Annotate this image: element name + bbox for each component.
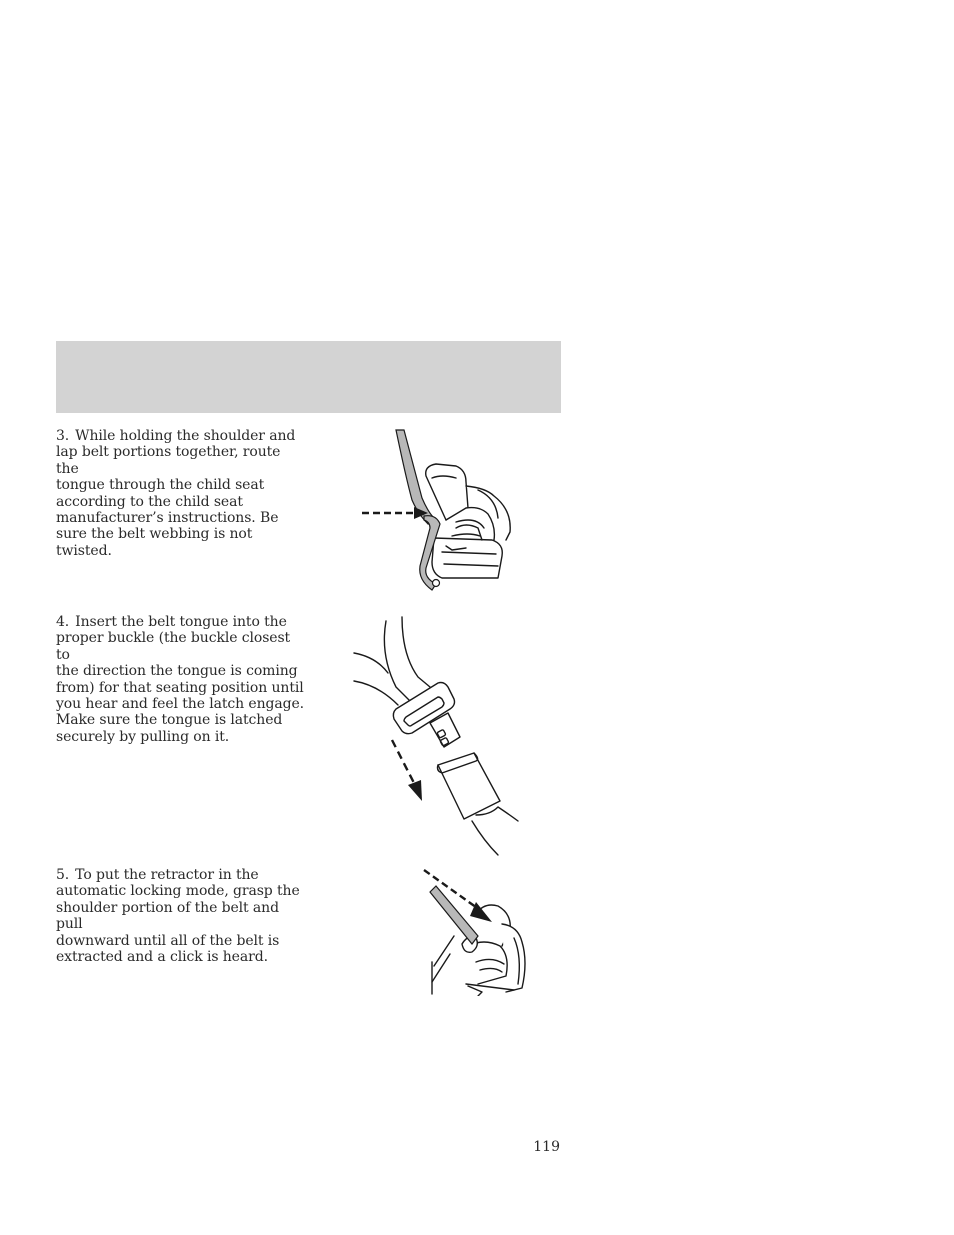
step-5-text [56, 867, 306, 965]
belt-tongue-buckle-illustration [352, 615, 524, 860]
step-4-body: Insert the belt tongue into the proper buckle (the buckle closest to the direction the tongue is coming from) for that seating position until you hear and feel the latch engage. Make sure the tongue is latched securely by pulling on it. [56, 614, 304, 745]
step-3-text [56, 428, 306, 559]
step-5-number: 5. [56, 867, 70, 883]
step-5-body: To put the retractor in the automatic locking mode, grasp the shoulder portion of the belt and pull downward until all of the belt is extracted and a click is heard. [56, 867, 300, 966]
step-3-body: While holding the shoulder and lap belt portions together, route the tongue through the child seat according to the child seat manufacturer’s instructions. Be sure the belt webbing is not twisted. [56, 428, 296, 559]
section-header-band [56, 341, 561, 413]
retractor-locking-illustration [418, 866, 530, 996]
step-3-number: 3. [56, 428, 70, 444]
step-4-number: 4. [56, 614, 70, 630]
step-4-text [56, 614, 306, 745]
page-number: 119 [533, 1139, 560, 1155]
child-seat-belt-routing-illustration [356, 428, 521, 593]
